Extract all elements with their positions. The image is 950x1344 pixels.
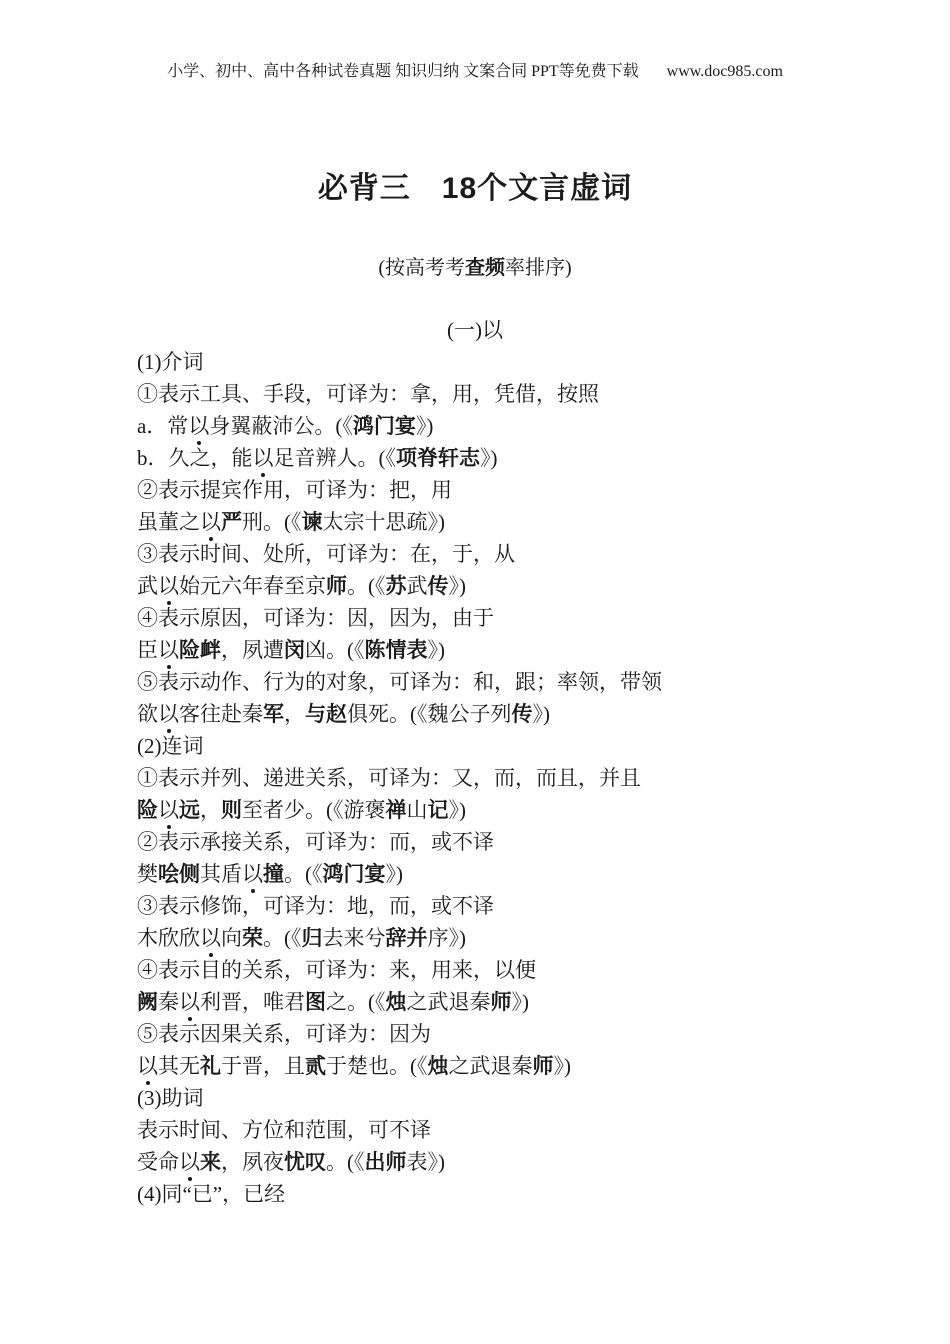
text-segment: ③表示时间、处所，可译为：在，于，从 (137, 542, 515, 566)
text-line (137, 1178, 827, 1210)
text-segment: 利晋，唯君 (200, 990, 305, 1014)
text-line (137, 1114, 827, 1146)
text-segment: 于晋，且 (221, 1054, 305, 1078)
text-segment: 师 (326, 575, 347, 598)
text-segment: 表示时间、方位和范围，可不译 (137, 1118, 431, 1142)
text-segment: 客往赴秦 (179, 702, 263, 726)
text-segment: ⑤表示因果关系，可译为：因为 (137, 1022, 431, 1046)
text-segment: 险衅 (179, 639, 221, 662)
text-segment: 哙侧 (158, 863, 200, 886)
text-segment: (1)介词 (137, 350, 204, 374)
text-line (137, 666, 827, 698)
text-segment: 》) (511, 990, 529, 1014)
text-segment: 率排序) (505, 257, 572, 279)
text-line (137, 922, 827, 954)
text-segment: ②表示承接关系，可译为：而，或不译 (137, 830, 494, 854)
emphasized-char: 以 (253, 442, 274, 474)
text-segment: ①表示工具、手段，可译为：拿，用，凭借，按照 (137, 382, 599, 406)
text-segment: 身翼蔽沛公。(《 (209, 414, 353, 438)
page-title: 必背三 18个文言虚词 (317, 172, 633, 205)
text-segment: 之武退秦 (406, 990, 491, 1014)
emphasized-char: 以 (179, 1146, 200, 1178)
text-segment: 辞并 (385, 927, 428, 950)
text-segment: 苏 (385, 575, 407, 598)
text-line (137, 954, 827, 986)
text-line (137, 986, 827, 1018)
text-segment: (3)助词 (137, 1086, 204, 1110)
section-heading: (一)以 (447, 318, 503, 342)
text-segment: 刑。(《 (242, 510, 302, 534)
text-segment: ④表示原因，可译为：因，因为，由于 (137, 606, 494, 630)
text-segment: 欲 (137, 702, 158, 726)
emphasized-char: 以 (200, 922, 221, 954)
text-segment: ， (200, 798, 221, 822)
text-segment: 。(《 (326, 1150, 365, 1174)
emphasized-char: 以 (200, 506, 221, 538)
text-segment: 鸿门宴 (322, 863, 386, 886)
text-line (137, 762, 827, 794)
text-segment: 表》) (406, 1150, 445, 1174)
text-segment: (4)同“已”，已经 (137, 1182, 286, 1206)
content-lines (137, 346, 827, 1210)
text-line (137, 1082, 827, 1114)
text-line (137, 826, 827, 858)
text-segment: 俱死。(《魏公子列 (347, 702, 512, 726)
text-segment: (2)连词 (137, 734, 204, 758)
text-segment: b．久之，能 (137, 446, 253, 470)
emphasized-char: 以 (188, 410, 209, 442)
text-segment: 查频 (465, 257, 505, 279)
text-segment: 来 (200, 1151, 221, 1174)
text-segment: 。(《 (347, 574, 386, 598)
text-segment: 》) (480, 446, 498, 470)
text-segment: 师 (532, 1055, 554, 1078)
emphasized-char: 以 (158, 634, 179, 666)
text-line (137, 602, 827, 634)
text-line (137, 570, 827, 602)
text-segment: ②表示提宾作用，可译为：把，用 (137, 478, 452, 502)
text-segment: 臣 (137, 638, 158, 662)
text-segment: 其盾 (200, 862, 242, 886)
text-segment: a．常 (137, 414, 189, 438)
text-segment: (按高考考 (378, 257, 465, 279)
text-segment: ⑤表示动作、行为的对象，可译为：和，跟；率领，带领 (137, 670, 662, 694)
text-segment: 贰 (305, 1055, 326, 1078)
text-line (137, 474, 827, 506)
text-line (137, 410, 827, 442)
text-segment: ， (284, 702, 305, 726)
text-segment: 归 (301, 927, 323, 950)
text-segment: 》) (448, 798, 466, 822)
text-segment: 始元六年春至京 (179, 574, 326, 598)
text-line (137, 346, 827, 378)
text-segment: 严 (221, 511, 242, 534)
text-segment: ④表示目的关系，可译为：来，用来，以便 (137, 958, 536, 982)
text-segment: 》) (532, 702, 550, 726)
text-segment: 闵 (284, 639, 305, 662)
text-line (137, 1050, 827, 1082)
emphasized-char: 以 (158, 698, 179, 730)
text-segment: 向 (221, 926, 242, 950)
text-line (137, 698, 827, 730)
text-segment: 序》) (427, 926, 466, 950)
text-segment: 图 (305, 991, 326, 1014)
text-segment: 与赵 (305, 703, 347, 726)
text-segment: 虽董之 (137, 510, 200, 534)
text-segment: 山 (406, 798, 428, 822)
text-segment: 险 (137, 799, 158, 822)
text-segment: 》) (427, 638, 445, 662)
text-line (137, 858, 827, 890)
text-segment: 受命 (137, 1150, 179, 1174)
text-segment: 记 (427, 799, 449, 822)
text-segment: 于楚也。(《 (326, 1054, 428, 1078)
text-segment: 传 (427, 575, 449, 598)
text-segment: 》) (448, 574, 466, 598)
text-segment: 武 (406, 574, 428, 598)
text-segment: 之武退秦 (448, 1054, 533, 1078)
text-segment: 荣 (242, 927, 263, 950)
text-segment: 礼 (200, 1055, 221, 1078)
text-segment: 传 (511, 703, 533, 726)
text-segment: 凶。(《 (305, 638, 365, 662)
text-segment: ③表示修饰，可译为：地，而，或不译 (137, 894, 494, 918)
text-segment: 其无 (158, 1054, 200, 1078)
text-segment: 之。(《 (326, 990, 386, 1014)
text-line (137, 634, 827, 666)
text-segment: 武 (137, 574, 158, 598)
text-segment: 军 (263, 703, 284, 726)
text-segment: 师 (490, 991, 512, 1014)
text-line (137, 794, 827, 826)
text-line (137, 506, 827, 538)
text-line (137, 730, 827, 762)
text-segment: 。(《 (263, 926, 302, 950)
text-segment: 》) (385, 862, 403, 886)
text-segment: 撞 (263, 863, 284, 886)
header-promo-text: 小学、初中、高中各种试卷真题 知识归纳 文案合同 PPT等免费下载 (167, 63, 639, 80)
text-segment: 禅 (385, 799, 407, 822)
text-segment: 至者少。(《游褒 (242, 798, 386, 822)
text-line (137, 538, 827, 570)
emphasized-char: 以 (158, 570, 179, 602)
text-segment: 》) (553, 1054, 571, 1078)
text-segment: ，夙夜 (221, 1150, 284, 1174)
text-segment: 远 (179, 799, 200, 822)
text-segment: 太宗十思疏》) (322, 510, 445, 534)
text-segment: 足音辨人。(《 (273, 446, 396, 470)
text-segment: 木欣欣 (137, 926, 200, 950)
text-segment: 。(《 (284, 862, 323, 886)
site-header (0, 60, 950, 84)
text-line (137, 442, 827, 474)
text-segment: 项脊轩志 (396, 447, 480, 470)
text-segment: 秦 (158, 990, 179, 1014)
header-site-url: www.doc985.com (666, 63, 783, 80)
text-line (137, 378, 827, 410)
text-segment: 烛 (385, 991, 407, 1014)
emphasized-char: 以 (179, 986, 200, 1018)
text-line (137, 1018, 827, 1050)
text-segment: 烛 (427, 1055, 449, 1078)
text-segment: ①表示并列、递进关系，可译为：又，而，而且，并且 (137, 766, 641, 790)
emphasized-char: 以 (158, 794, 179, 826)
emphasized-char: 以 (137, 1050, 158, 1082)
text-segment: 谏 (301, 511, 323, 534)
emphasized-char: 以 (242, 858, 263, 890)
text-segment: 樊 (137, 862, 158, 886)
text-segment: 》) (415, 414, 434, 438)
text-segment: 出师 (364, 1151, 407, 1174)
text-segment: 去来兮 (322, 926, 386, 950)
text-segment: 陈情表 (364, 639, 428, 662)
text-segment: 阙 (137, 991, 158, 1014)
doc-subtitle (0, 255, 950, 281)
text-line (137, 890, 827, 922)
text-segment: 忧叹 (284, 1151, 326, 1174)
text-line (137, 1146, 827, 1178)
text-segment: 则 (221, 799, 242, 822)
text-segment: ，夙遭 (221, 638, 284, 662)
text-segment: 鸿门宴 (352, 415, 416, 438)
